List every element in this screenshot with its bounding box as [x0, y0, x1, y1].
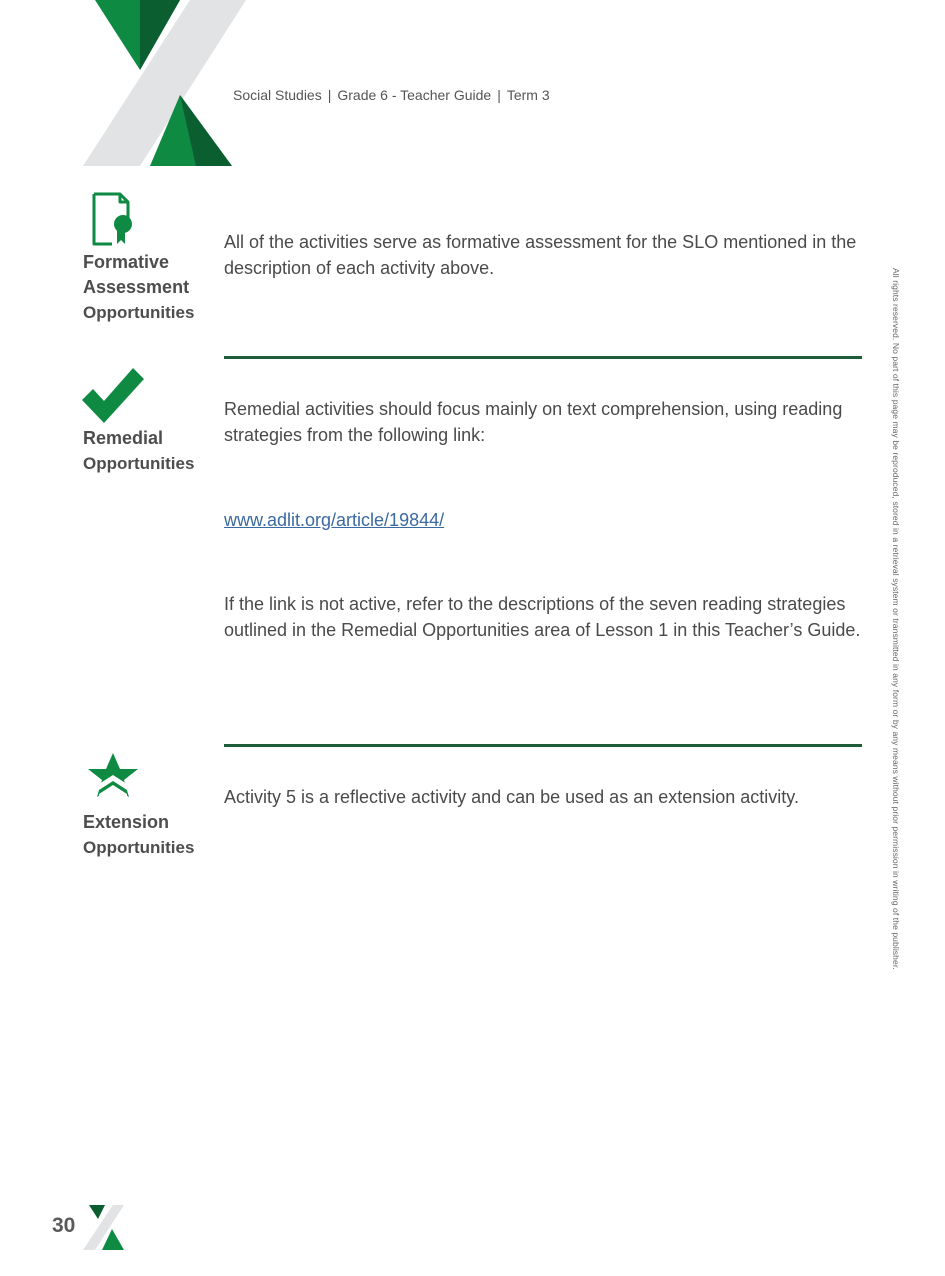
reading-strategies-link[interactable]: www.adlit.org/article/19844/: [224, 510, 445, 530]
formative-label: [83, 250, 194, 325]
section-divider: [224, 744, 862, 747]
remedial-link-row: [224, 507, 864, 533]
header-separator: |: [497, 87, 501, 103]
remedial-text: Remedial activities should focus mainly on text comprehension, using reading strategies from the following link:: [224, 399, 843, 445]
certificate-icon: [90, 192, 138, 248]
extension-label-line2: Opportunities: [83, 838, 195, 857]
remedial-label-line1: Remedial: [83, 428, 164, 448]
brand-logo-top: [0, 0, 260, 170]
page-number: 30: [52, 1214, 76, 1237]
formative-label-line1: Formative: [83, 252, 170, 272]
formative-label-line3: Opportunities: [83, 303, 195, 322]
header-subject: Social Studies: [233, 87, 322, 103]
remedial-label-line2: Opportunities: [83, 454, 195, 473]
header-separator: |: [327, 87, 332, 103]
extension-label: [83, 810, 194, 860]
header-guide: Grade 6 - Teacher Guide: [337, 87, 492, 103]
remedial-label: [83, 426, 194, 476]
header-term: Term 3: [506, 87, 550, 103]
checkmark-icon: [82, 367, 144, 423]
extension-text: Activity 5 is a reflective activity and can be used as an extension activity.: [224, 787, 799, 807]
formative-text: All of the activities serve as formative assessment for the SLO mentioned in the description of each activity above.: [224, 232, 857, 278]
extension-label-line1: Extension: [83, 812, 170, 832]
section-divider: [224, 356, 862, 359]
remedial-note: If the link is not active, refer to the descriptions of the seven reading strategies outlined in the Remedial Opportunities area of Lesson 1 in this Teacher’s Guide.: [224, 594, 861, 640]
formative-label-line2: Assessment: [83, 277, 190, 297]
copyright-note: All rights reserved. No part of this page may be reproduced, stored in a retrieval system or transmitted in any form or by any means without prior permission in writing of the publisher.: [891, 268, 901, 970]
brand-logo-bottom: [81, 1205, 127, 1251]
star-chevron-icon: [86, 753, 140, 807]
header-breadcrumb: [233, 87, 550, 103]
